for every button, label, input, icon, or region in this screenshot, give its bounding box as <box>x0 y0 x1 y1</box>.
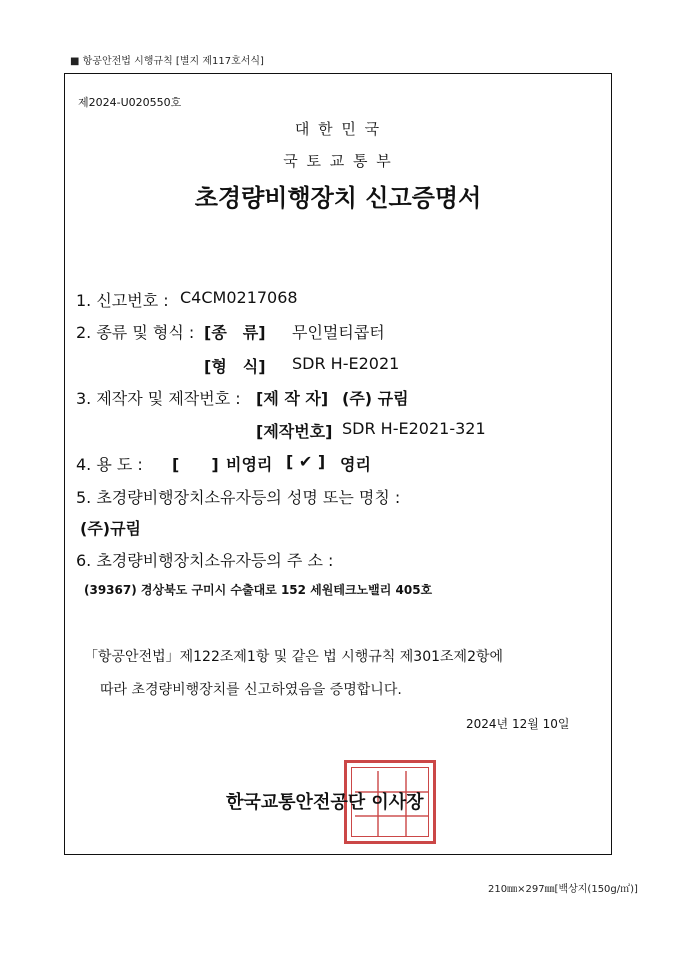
reg-no-value: C4CM0217068 <box>180 288 298 307</box>
noncommercial-label: 비영리 <box>226 455 273 474</box>
statement-line-2: 따라 초경량비행장치를 신고하였음을 증명합니다. <box>100 682 402 698</box>
commercial-checkbox-checked: [ ✔ ] <box>286 452 326 471</box>
document-number: 제2024-U020550호 <box>78 96 182 109</box>
kind-tag: [종 류] <box>204 323 266 342</box>
commercial-label: 영리 <box>340 455 371 474</box>
maker-label: 3. 제작자 및 제작번호 : <box>76 389 241 408</box>
model-tag: [형 식] <box>204 357 266 376</box>
owner-value: (주)규림 <box>80 519 141 538</box>
issuer-name: 한국교통안전공단 이사장 <box>226 792 424 813</box>
address-label: 6. 초경량비행장치소유자등의 주 소 : <box>76 551 334 570</box>
serial-value: SDR H-E2021-321 <box>342 419 486 438</box>
form-reference-note: ■ 항공안전법 시행규칙 [별지 제117호서식] <box>70 56 264 67</box>
certificate-title: 초경량비행장치 신고증명서 <box>194 184 482 212</box>
country-name: 대 한 민 국 <box>294 120 382 138</box>
ministry-name: 국 토 교 통 부 <box>283 152 393 170</box>
model-value: SDR H-E2021 <box>292 354 400 373</box>
seal-stroke <box>355 815 429 817</box>
statement-line-1: 「항공안전법」제122조제1항 및 같은 법 시행규칙 제301조제2항에 <box>84 649 504 665</box>
address-value: (39367) 경상북도 구미시 수출대로 152 세원테크노밸리 405호 <box>84 583 433 597</box>
use-label: 4. 용 도 : <box>76 455 143 474</box>
type-label: 2. 종류 및 형식 : <box>76 323 195 342</box>
kind-value: 무인멀티콥터 <box>292 323 385 342</box>
noncommercial-checkbox: [ ] <box>172 455 219 474</box>
owner-label: 5. 초경량비행장치소유자등의 성명 또는 명칭 : <box>76 488 401 507</box>
reg-no-label: 1. 신고번호 : <box>76 291 169 310</box>
paper-spec-footer: 210㎜×297㎜[백상지(150g/㎡)] <box>488 884 638 895</box>
maker-value: (주) 규림 <box>342 389 409 408</box>
issue-date: 2024년 12월 10일 <box>466 717 570 731</box>
maker-tag: [제 작 자] <box>256 389 329 408</box>
serial-tag: [제작번호] <box>256 422 333 441</box>
